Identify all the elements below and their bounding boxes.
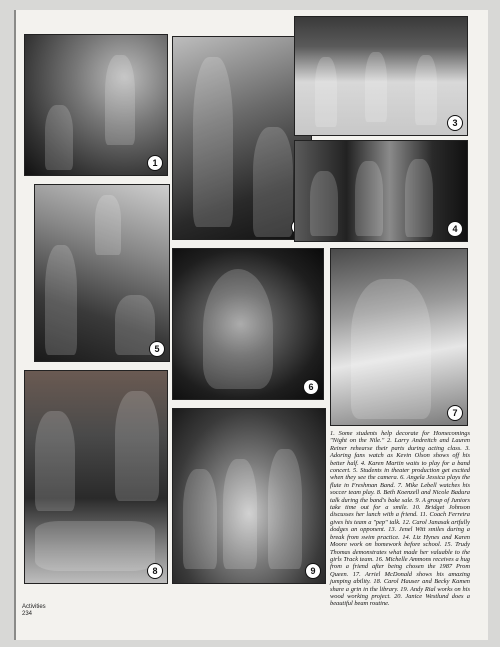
figure-shape (35, 411, 75, 511)
photo-5 (34, 184, 170, 362)
section-name: Activities (22, 604, 46, 610)
photo-number-badge: 4 (447, 221, 463, 237)
page-folio (22, 604, 46, 618)
figure-shape (268, 449, 302, 569)
figure-shape (95, 195, 121, 255)
figure-shape (45, 105, 73, 170)
figure-shape (310, 171, 338, 236)
page-number: 234 (22, 611, 33, 617)
figure-shape (415, 55, 437, 125)
figure-shape (35, 521, 155, 571)
figure-shape (223, 459, 257, 569)
figure-shape (105, 55, 135, 145)
photo-6 (172, 248, 324, 400)
figure-shape (405, 159, 433, 237)
photo-number-badge: 7 (447, 405, 463, 421)
photo-9 (172, 408, 326, 584)
photo-8 (24, 370, 168, 584)
photo-number-badge: 5 (149, 341, 165, 357)
figure-shape (115, 391, 159, 501)
figure-shape (203, 269, 273, 389)
figure-shape (365, 52, 387, 122)
photo-number-badge: 9 (305, 563, 321, 579)
photo-1 (24, 34, 168, 176)
photo-number-badge: 6 (303, 379, 319, 395)
photo-number-badge: 1 (147, 155, 163, 171)
figure-shape (351, 279, 431, 419)
figure-shape (355, 161, 383, 236)
photo-4 (294, 140, 468, 242)
figure-shape (315, 57, 337, 127)
photo-captions: 1. Some students help decorate for Homecomings "Night on the Nile." 2. Larry Andreitch and Lauren Reiner rehearse their parts during acting class. 3. Adoring fans watch as Kevin Olson shows off his better half. 4. Karen Martin waits to play for a band concert. 5. Students in theater production get excited when they see the camera. 6. Angela Jessica plays the flute in Freshman Band. 7. Mike Lebell watches his soccer team play. 8. Beth Koenzell and Nicole Badura talk during the band's bake sale. 9. A group of Juniors take time out for a smile. 10. Bridget Johnson discusses her lunch with a friend. 11. Coach Ferreira gives his team a "pep" talk. 12. Carol Janasak artfully dodges an opponent. 13. Jenel Witt smiles during a break from swim practice. 14. Liz Hynes and Karen Moore work on homework before school. 15. Trudy Thomas demonstrates what made her valuable to the girls Track team. 16. Michelle Ammons receives a hug from a friend after being chosen the 1987 Prom Queen. 17. Arriel McDonald shows his amazing jumping ability. 18. Carol Hauser and Becky Kamen share a grin in the library. 19. Andy Rial works on his wood working project. 20. Janice Westlund does a beautiful beam routine. (330, 430, 470, 608)
figure-shape (45, 245, 77, 355)
figure-shape (193, 57, 233, 227)
photo-number-badge: 3 (447, 115, 463, 131)
figure-shape (253, 127, 293, 237)
photo-2 (172, 36, 312, 240)
photo-3 (294, 16, 468, 136)
figure-shape (183, 469, 217, 569)
photo-7 (330, 248, 468, 426)
photo-number-badge: 8 (147, 563, 163, 579)
